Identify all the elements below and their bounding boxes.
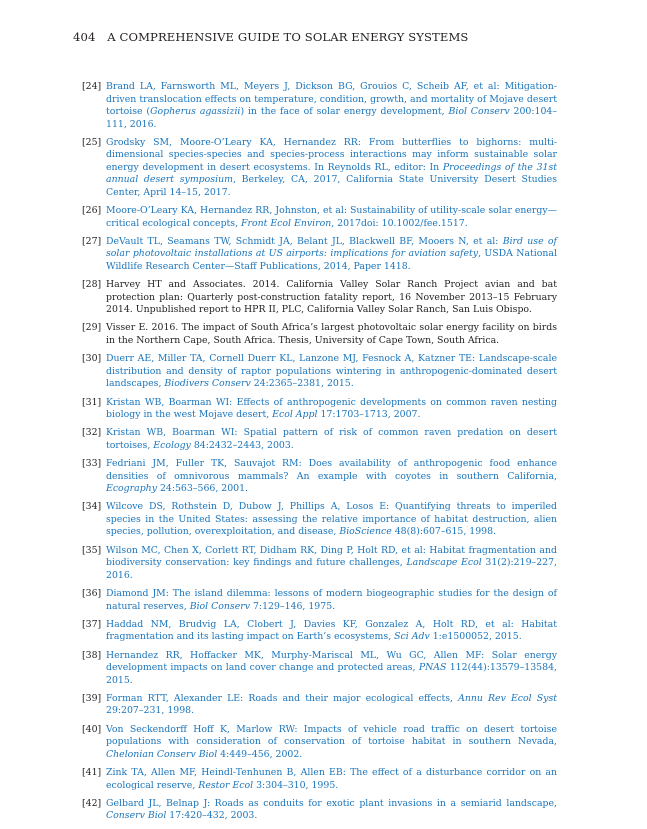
reference-italic-part: Conserv Biol bbox=[106, 810, 167, 822]
reference-number: [30] bbox=[82, 353, 102, 365]
reference-italic-part: Restor Ecol bbox=[198, 779, 254, 791]
reference-part: 24:2365–2381, 2015. bbox=[250, 378, 354, 390]
reference-italic-part: Annu Rev Ecol Syst bbox=[458, 692, 558, 704]
reference-part: 84:2432–2443, 2003. bbox=[190, 439, 294, 451]
running-title: A COMPREHENSIVE GUIDE TO SOLAR ENERGY SYSTEMS bbox=[107, 30, 469, 44]
reference-item bbox=[82, 545, 557, 583]
reference-part: 31(2):219–227, 2016. bbox=[106, 557, 557, 581]
reference-link[interactable] bbox=[106, 724, 557, 760]
reference-link[interactable] bbox=[106, 81, 557, 130]
reference-part: , 2017doi: 10.1002/fee.1517. bbox=[331, 217, 468, 229]
reference-item bbox=[82, 427, 557, 452]
reference-link[interactable] bbox=[106, 545, 557, 581]
reference-number: [34] bbox=[82, 501, 102, 513]
reference-italic-part: Biol Conserv bbox=[448, 106, 510, 117]
reference-part: 17:1703–1713, 2007. bbox=[317, 409, 421, 421]
reference-number: [31] bbox=[82, 396, 102, 408]
reference-part: 17:420–432, 2003. bbox=[166, 810, 258, 822]
reference-part: Moore-O’Leary KA, Hernandez RR, Johnston, et al: Sustainability of utility-scale solar energy—critical ecological concepts, bbox=[106, 205, 557, 229]
reference-item bbox=[82, 588, 557, 613]
reference-list bbox=[82, 81, 557, 829]
reference-part: 3:304–310, 1995. bbox=[253, 779, 339, 791]
reference-text bbox=[106, 322, 557, 346]
reference-link[interactable] bbox=[106, 798, 557, 822]
reference-part: Von Seckendorff Hoff K, Marlow RW: Impacts of vehicle road traffic on desert tortoise populations with consideration of conservation of tortoise habitat in southern Nevada, bbox=[106, 723, 557, 748]
reference-part: Visser E. 2016. The impact of South Africa’s largest photovoltaic solar energy facility on birds in the Northern Cape, South Africa. Thesis, University of Cape Town, South Africa. bbox=[106, 322, 557, 346]
reference-item bbox=[82, 619, 557, 644]
reference-item bbox=[82, 724, 557, 762]
reference-part: Diamond JM: The island dilemma: lessons of modern biogeographic studies for the design of natural reserves, bbox=[106, 588, 557, 612]
reference-part: , Berkeley, CA, 2017, California State University Desert Studies Center, April 14–15, 2017. bbox=[106, 174, 557, 198]
reference-item bbox=[82, 279, 557, 317]
running-header bbox=[73, 30, 468, 44]
reference-italic-part: Ecology bbox=[153, 439, 191, 451]
reference-italic-part: Ecography bbox=[106, 483, 157, 495]
reference-part: 200:104–111, 2016. bbox=[106, 106, 558, 130]
reference-italic-part: Landscape Ecol bbox=[406, 557, 482, 569]
reference-italic-part: Front Ecol Environ bbox=[241, 217, 332, 229]
reference-italic-part: Proceedings of the 31st annual desert symposium bbox=[106, 161, 558, 186]
reference-part: Forman RTT, Alexander LE: Roads and their major ecological effects, bbox=[106, 692, 459, 704]
reference-link[interactable] bbox=[106, 767, 557, 791]
reference-link[interactable] bbox=[106, 427, 557, 451]
reference-number: [42] bbox=[82, 797, 102, 809]
reference-italic-part: Bird use of solar photovoltaic installations at US airports: implications for aviation safety bbox=[106, 235, 557, 260]
reference-number: [40] bbox=[82, 723, 102, 735]
reference-link[interactable] bbox=[106, 397, 557, 421]
reference-item bbox=[82, 397, 557, 422]
reference-link[interactable] bbox=[106, 205, 557, 229]
reference-item bbox=[82, 322, 557, 347]
reference-item bbox=[82, 767, 557, 792]
reference-link[interactable] bbox=[106, 588, 557, 612]
reference-item bbox=[82, 236, 557, 274]
reference-part: Kristan WB, Boarman WI: Effects of anthropogenic developments on common raven nesting biology in the west Mojave desert, bbox=[106, 396, 557, 421]
reference-italic-part: Ecol Appl bbox=[272, 409, 318, 421]
reference-part: 7:129–146, 1975. bbox=[250, 600, 336, 612]
reference-part: 112(44):13579–13584, 2015. bbox=[106, 662, 557, 686]
reference-part: 29:207–231, 1998. bbox=[106, 705, 195, 717]
reference-number: [28] bbox=[82, 279, 102, 291]
reference-part: 4:449–456, 2002. bbox=[217, 748, 303, 760]
reference-link[interactable] bbox=[106, 137, 557, 198]
reference-part: Brand LA, Farnsworth ML, Meyers J, Dickson BG, Grouios C, Scheib AF, et al: Mitigation-driven translocation effects on temperature, condition, growth, and mortality of Mojave desert tortoise ( bbox=[106, 81, 557, 117]
reference-part: Harvey HT and Associates. 2014. California Valley Solar Ranch Project avian and bat protection plan: Quarterly post-construction fatality report, 16 November 2013–15 February 2014. Unpublished report to HPR II, PLC, California Valley Solar Ranch, San Luis Obispo. bbox=[106, 279, 557, 316]
reference-number: [29] bbox=[82, 322, 102, 334]
reference-part: 48(8):607–615, 1998. bbox=[391, 526, 497, 538]
reference-link[interactable] bbox=[106, 693, 557, 717]
reference-number: [41] bbox=[82, 767, 102, 779]
reference-part: , USDA National Wildlife Research Center—Staff Publications, 2014, Paper 1418. bbox=[106, 248, 557, 272]
reference-italic-part: PNAS bbox=[418, 662, 447, 674]
reference-link[interactable] bbox=[106, 236, 557, 272]
reference-link[interactable] bbox=[106, 650, 557, 686]
reference-text bbox=[106, 279, 557, 315]
reference-part: Kristan WB, Boarman WI: Spatial pattern of risk of common raven predation on desert tortoises, bbox=[106, 427, 557, 451]
reference-part: 24:563–566, 2001. bbox=[156, 483, 249, 495]
reference-part: Zink TA, Allen MF, Heindl-Tenhunen B, Allen EB: The effect of a disturbance corridor on an ecological reserve, bbox=[106, 767, 557, 791]
reference-item bbox=[82, 693, 557, 718]
reference-italic-part: Chelonian Conserv Biol bbox=[106, 748, 218, 760]
reference-italic-part: Biol Conserv bbox=[189, 600, 251, 612]
reference-number: [32] bbox=[82, 427, 102, 439]
reference-part: DeVault TL, Seamans TW, Schmidt JA, Belant JL, Blackwell BF, Mooers N, et al: bbox=[106, 235, 503, 247]
reference-italic-part: BioScience bbox=[339, 526, 392, 538]
reference-item bbox=[82, 458, 557, 496]
reference-item bbox=[82, 81, 557, 131]
reference-italic-part: Gopherus agassizii bbox=[150, 106, 241, 117]
reference-number: [24] bbox=[82, 81, 102, 92]
reference-item bbox=[82, 137, 557, 200]
reference-italic-part: Sci Adv bbox=[394, 631, 430, 643]
reference-part: Grodsky SM, Moore-O’Leary KA, Hernandez RR: From butterflies to bighorns: multi-dimensional species-species and species-process interactions may inform sustainable solar energy development in desert ecosystems. In Reynolds RL, editor: In bbox=[106, 136, 557, 173]
reference-number: [35] bbox=[82, 544, 102, 556]
reference-part: Haddad NM, Brudvig LA, Clobert J, Davies KF, Gonzalez A, Holt RD, et al: Habitat fragmentation and its lasting impact on Earth’s ecosystems, bbox=[106, 618, 557, 643]
reference-link[interactable] bbox=[106, 501, 557, 537]
reference-number: [33] bbox=[82, 458, 102, 470]
reference-number: [38] bbox=[82, 649, 102, 661]
reference-part: Hernandez RR, Hoffacker MK, Murphy-Mariscal ML, Wu GC, Allen MF: Solar energy development impacts on land cover change and protected areas, bbox=[106, 649, 557, 674]
reference-part: Gelbard JL, Belnap J: Roads as conduits for exotic plant invasions in a semiarid landscape, bbox=[106, 797, 557, 809]
reference-number: [39] bbox=[82, 692, 102, 704]
reference-part: Wilcove DS, Rothstein D, Dubow J, Phillips A, Losos E: Quantifying threats to imperiled species in the United States: assessing the relative importance of habitat destruction, alien species, pollution, overexploitation, and disease, bbox=[106, 501, 557, 538]
reference-number: [27] bbox=[82, 235, 102, 247]
page-number: 404 bbox=[73, 30, 96, 44]
reference-part: 1:e1500052, 2015. bbox=[429, 631, 522, 643]
reference-number: [25] bbox=[82, 136, 102, 148]
reference-item bbox=[82, 798, 557, 823]
reference-link[interactable] bbox=[106, 619, 557, 643]
reference-number: [36] bbox=[82, 588, 102, 600]
reference-item bbox=[82, 205, 557, 230]
reference-link[interactable] bbox=[106, 458, 557, 494]
reference-number: [26] bbox=[82, 205, 102, 217]
reference-item bbox=[82, 650, 557, 688]
reference-item bbox=[82, 501, 557, 539]
reference-italic-part: Biodivers Conserv bbox=[164, 378, 251, 390]
reference-item bbox=[82, 353, 557, 391]
reference-link[interactable] bbox=[106, 353, 557, 389]
reference-part: ) in the face of solar energy development, bbox=[240, 106, 449, 117]
reference-part: Fedriani JM, Fuller TK, Sauvajot RM: Does availability of anthropogenic food enhance densities of omnivorous mammals? An example with coyotes in southern California, bbox=[106, 458, 557, 482]
reference-part: Duerr AE, Miller TA, Cornell Duerr KL, Lanzone MJ, Fesnock A, Katzner TE: Landscape-scale distribution and density of raptor populations wintering in anthropogenic-dominated desert landscapes, bbox=[106, 353, 557, 390]
reference-part: Wilson MC, Chen X, Corlett RT, Didham RK, Ding P, Holt RD, et al: Habitat fragmentation and biodiversity conservation: key findings and future challenges, bbox=[106, 544, 557, 569]
reference-number: [37] bbox=[82, 618, 102, 630]
